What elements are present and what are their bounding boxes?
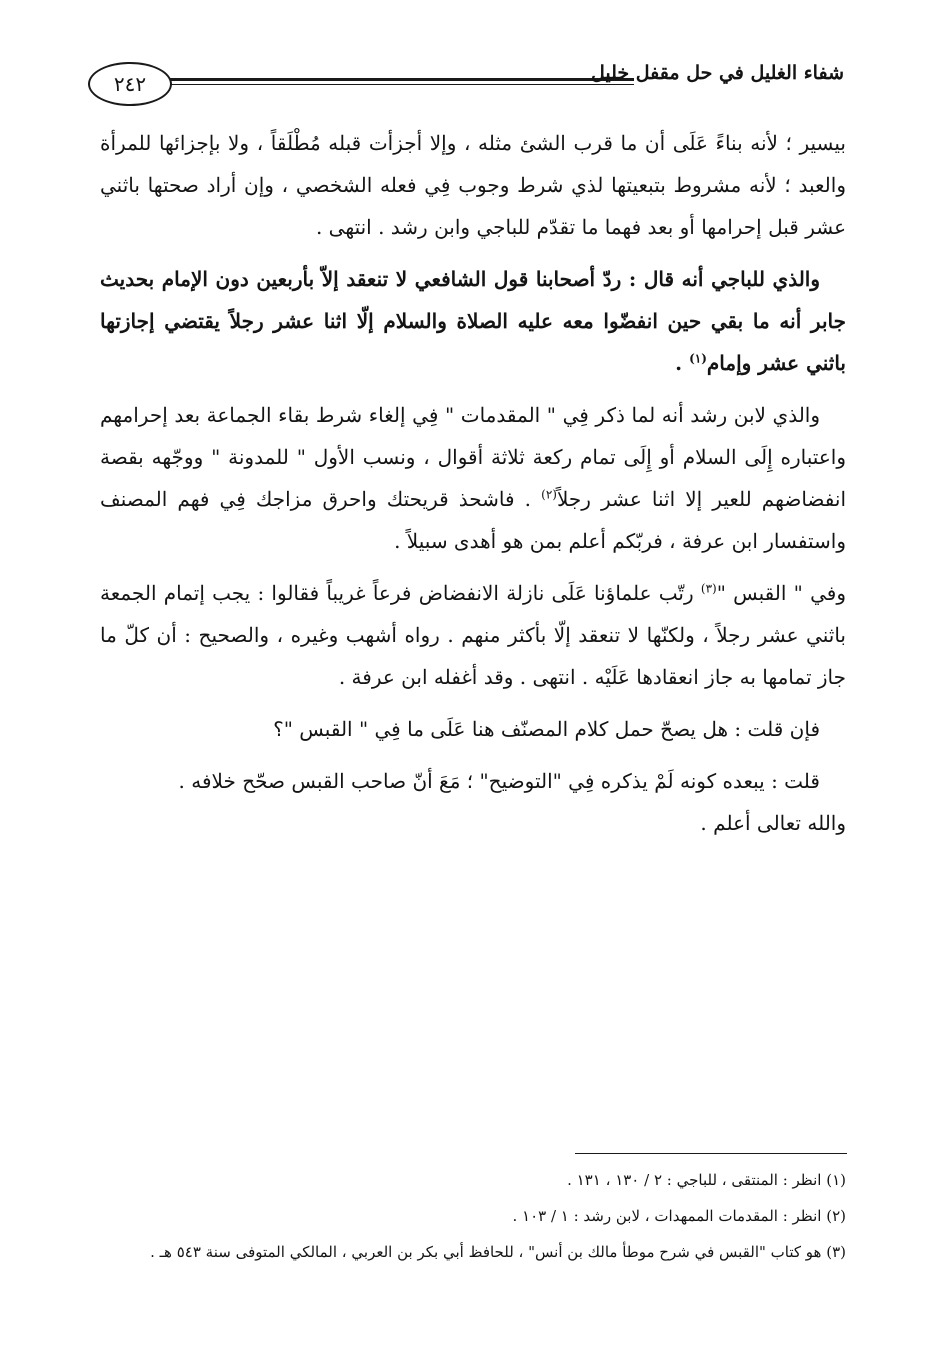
paragraph-4 — [100, 572, 846, 698]
main-text — [100, 122, 846, 854]
paragraph-7-closing: والله تعالى أعلم . — [700, 811, 846, 835]
footnote-separator — [575, 1153, 847, 1154]
running-title: شفاء الغليل في حل مقفل خليل — [591, 62, 844, 84]
paragraph-6-answer: قلت : يبعده كونه لَمْ يذكره فِي "التوضيح" ؛ مَعَ أنّ صاحب القبس صحّح خلافه . — [178, 769, 820, 793]
paragraph-5-question: فإن قلت : هل يصحّ حمل كلام المصنّف هنا عَلَى ما فِي " القبس "؟ — [273, 717, 820, 741]
paragraph-2 — [100, 258, 846, 384]
footnote-ref-1: (١) — [689, 351, 707, 366]
page-header — [88, 58, 844, 108]
paragraph-2-text: والذي للباجي أنه قال : ردّ أصحابنا قول الشافعي لا تنعقد إلاّ بأربعين دون الإمام بحديث جابر أنه ما بقي حين انفضّوا معه عليه الصلاة والسلام إلّا اثنا عشر رجلاً يقتضي إجازتها باثني عشر وإمام — [100, 267, 846, 375]
footnote-1: (١) انظر : المنتقى ، للباجي : ٢ / ١٣٠ ، ١٣١ . — [567, 1171, 846, 1189]
footnote-ref-3: (٣) — [700, 581, 717, 596]
paragraph-3 — [100, 394, 846, 562]
footnotes — [120, 1162, 846, 1270]
paragraph-4-start: وفي " القبس " — [716, 581, 846, 605]
paragraph-2-end: . — [675, 351, 690, 375]
paragraph-1: بيسير ؛ لأنه بناءً عَلَى أن ما قرب الشئ مثله ، وإلا أجزأت قبله مُطْلَقاً ، ولا بإجزائها للمرأة والعبد ؛ لأنه مشروط بتبعيتها لذي شرط وجوب فِي فعله الشخصي ، وإن أراد صحتها باثني عشر قبل إحرامها أو بعد فهما ما تقدّم للباجي وابن رشد . انتهى . — [100, 131, 846, 239]
footnote-2: (٢) انظر : المقدمات الممهدات ، لابن رشد : ١ / ١٠٣ . — [512, 1207, 846, 1225]
paragraph-3-end: . فاشحذ قريحتك واحرق مزاجك فِي فهم المصنف واستفسار ابن عرفة ، فربّكم أعلم بمن هو أهدى سبيلاً . — [100, 487, 846, 553]
header-rule — [170, 78, 634, 85]
page-number: ٢٤٢ — [88, 62, 172, 106]
footnote-3: (٣) هو كتاب "القبس في شرح موطأ مالك بن أنس" ، للحافظ أبي بكر بن العربي ، المالكي المتوفى سنة ٥٤٣ هـ . — [150, 1243, 846, 1261]
footnote-ref-2: (٢) — [541, 487, 557, 502]
paragraph-4-end: رتّب علماؤنا عَلَى نازلة الانفضاض فرعاً غريباً فقالوا : يجب إتمام الجمعة باثني عشر رجلاً ، ولكنّها لا تنعقد إلّا بأكثر منهم . رواه أشهب وغيره ، والصحيح : أن كلّ ما جاز تمامها به جاز انعقادها عَلَيْه . انتهى . وقد أغفله ابن عرفة . — [100, 581, 846, 689]
paragraph-3-text: والذي لابن رشد أنه لما ذكر فِي " المقدمات " فِي إلغاء شرط بقاء الجماعة بعد إحرامهم واعتباره إِلَى السلام أو إِلَى تمام ركعة ثلاثة أقوال ، ونسب الأول " للمدونة " ووجّهه بقصة انفضاضهم للعير إلا اثنا عشر رجلاً — [100, 403, 846, 511]
